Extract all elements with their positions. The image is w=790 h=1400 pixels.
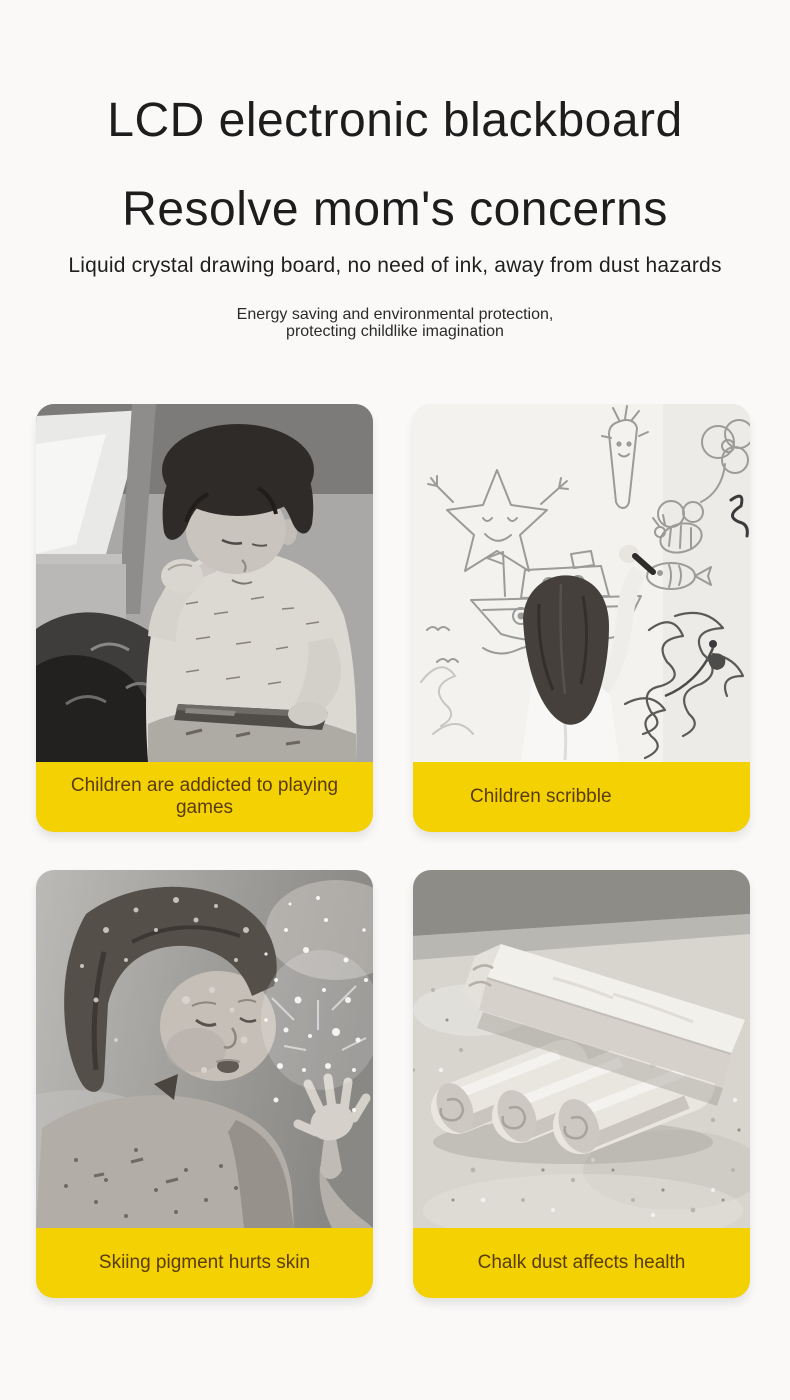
photo-grid [36, 404, 750, 1298]
card-chalk-dust [413, 870, 750, 1298]
page-note [0, 306, 790, 340]
caption-children-games: Children are addicted to playing games [36, 762, 373, 832]
page-title-line2: Resolve mom's concerns [122, 183, 668, 236]
child-covered-in-powder-photo [36, 870, 373, 1228]
girl-drawing-on-wall-photo [413, 404, 750, 762]
chalk-sticks-photo [413, 870, 750, 1228]
card-children-scribble [413, 404, 750, 832]
photo-boy-playing-tablet [36, 404, 373, 762]
hero-section [0, 0, 790, 340]
page-title-line1: LCD electronic blackboard [107, 94, 683, 147]
page-subtitle: Liquid crystal drawing board, no need of ink, away from dust hazards [68, 254, 722, 277]
boy-playing-tablet-photo [36, 404, 373, 762]
photo-chalk-sticks [413, 870, 750, 1228]
page-note-line1: Energy saving and environmental protection, [236, 306, 554, 323]
card-children-games [36, 404, 373, 832]
card-pigment-skin [36, 870, 373, 1298]
page-note-line2: protecting childlike imagination [286, 323, 504, 340]
photo-child-covered-in-powder [36, 870, 373, 1228]
caption-children-scribble: Children scribble [413, 762, 750, 832]
caption-pigment-skin: Skiing pigment hurts skin [36, 1228, 373, 1298]
caption-chalk-dust: Chalk dust affects health [413, 1228, 750, 1298]
photo-girl-drawing-on-wall [413, 404, 750, 762]
